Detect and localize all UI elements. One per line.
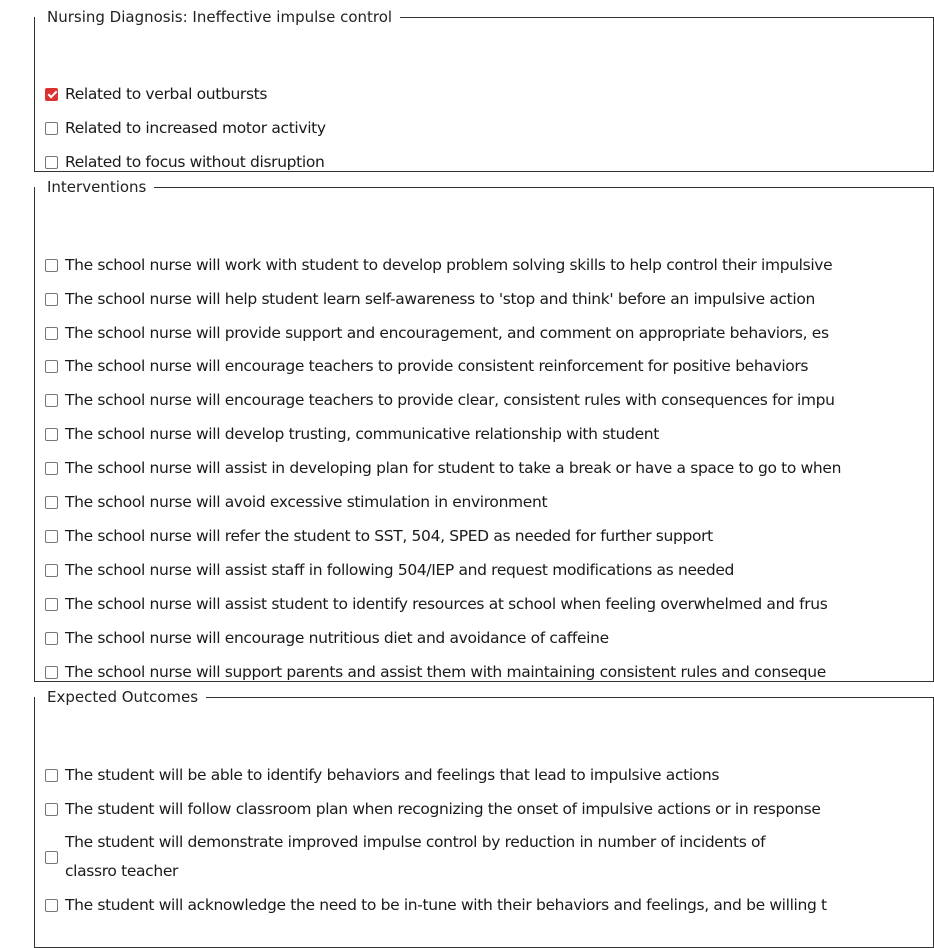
option-label: The student will acknowledge the need to be in-tune with their behaviors and feelings, and be willing t xyxy=(65,896,827,914)
intervention-item[interactable] xyxy=(45,560,734,580)
interventions-legend: Interventions xyxy=(47,178,147,196)
option-label: The school nurse will assist staff in following 504/IEP and request modifications as needed xyxy=(65,561,734,579)
option-label: The student will follow classroom plan when recognizing the onset of impulsive actions or in response xyxy=(65,800,821,818)
outcome-item[interactable] xyxy=(45,765,719,785)
option-label: The student will demonstrate improved impulse control by reduction in number of incidents of classro teacher xyxy=(65,833,766,880)
intervention-item[interactable] xyxy=(45,289,815,309)
checkbox[interactable] xyxy=(45,327,58,340)
option-label: The school nurse will encourage teachers to provide clear, consistent rules with consequences for impu xyxy=(65,391,835,409)
interventions-fieldset xyxy=(34,178,934,682)
option-label: The school nurse will avoid excessive stimulation in environment xyxy=(65,493,548,511)
outcome-item[interactable] xyxy=(45,828,790,886)
diagnosis-fieldset xyxy=(34,8,934,172)
outcomes-fieldset xyxy=(34,688,934,948)
checkbox[interactable] xyxy=(45,564,58,577)
option-label: The school nurse will provide support and encouragement, and comment on appropriate behaviors, es xyxy=(65,324,829,342)
checkbox[interactable] xyxy=(45,293,58,306)
intervention-item[interactable] xyxy=(45,628,609,648)
outcome-item[interactable] xyxy=(45,895,827,915)
checkbox[interactable] xyxy=(45,598,58,611)
checkbox[interactable] xyxy=(45,428,58,441)
intervention-item[interactable] xyxy=(45,594,827,614)
checkbox[interactable] xyxy=(45,462,58,475)
checkbox[interactable] xyxy=(45,496,58,509)
diagnosis-option-verbal-outbursts[interactable] xyxy=(45,84,267,104)
option-label: The school nurse will refer the student to SST, 504, SPED as needed for further support xyxy=(65,527,713,545)
option-label: The school nurse will help student learn self-awareness to 'stop and think' before an impulsive action xyxy=(65,290,815,308)
checkbox[interactable] xyxy=(45,803,58,816)
checkbox[interactable] xyxy=(45,156,58,169)
intervention-item[interactable] xyxy=(45,492,547,512)
intervention-item[interactable] xyxy=(45,255,832,275)
diagnosis-legend: Nursing Diagnosis: Ineffective impulse control xyxy=(47,8,393,26)
intervention-item[interactable] xyxy=(45,458,841,478)
intervention-item[interactable] xyxy=(45,323,829,343)
checkbox[interactable] xyxy=(45,899,58,912)
checkbox[interactable] xyxy=(45,632,58,645)
diagnosis-option-focus[interactable] xyxy=(45,152,324,172)
option-label: The school nurse will support parents and assist them with maintaining consistent rules and conseque xyxy=(65,663,826,681)
checkbox[interactable] xyxy=(45,769,58,782)
checkbox[interactable] xyxy=(45,394,58,407)
checkbox-checked[interactable] xyxy=(45,88,58,101)
outcome-item[interactable] xyxy=(45,799,821,819)
outcomes-legend: Expected Outcomes xyxy=(47,688,199,706)
intervention-item[interactable] xyxy=(45,390,835,410)
option-label: The school nurse will assist in developing plan for student to take a break or have a space to go to when xyxy=(65,459,842,477)
checkbox[interactable] xyxy=(45,666,58,679)
checkbox[interactable] xyxy=(45,122,58,135)
intervention-item[interactable] xyxy=(45,424,659,444)
option-label: Related to verbal outbursts xyxy=(65,85,268,103)
checkbox[interactable] xyxy=(45,360,58,373)
option-label: The school nurse will develop trusting, communicative relationship with student xyxy=(65,425,659,443)
checkbox[interactable] xyxy=(45,259,58,272)
option-label: The school nurse will assist student to identify resources at school when feeling overwhelmed and frus xyxy=(65,595,828,613)
intervention-item[interactable] xyxy=(45,526,713,546)
option-label: The school nurse will work with student to develop problem solving skills to help control their impulsive xyxy=(65,256,833,274)
option-label: The school nurse will encourage teachers to provide consistent reinforcement for positive behaviors xyxy=(65,357,809,375)
checkbox[interactable] xyxy=(45,851,58,864)
diagnosis-option-motor-activity[interactable] xyxy=(45,118,326,138)
checkbox[interactable] xyxy=(45,530,58,543)
intervention-item[interactable] xyxy=(45,356,808,376)
option-label: The school nurse will encourage nutritious diet and avoidance of caffeine xyxy=(65,629,609,647)
intervention-item[interactable] xyxy=(45,662,826,682)
option-label: Related to increased motor activity xyxy=(65,119,326,137)
option-label: The student will be able to identify behaviors and feelings that lead to impulsive actions xyxy=(65,766,720,784)
option-label: Related to focus without disruption xyxy=(65,153,325,171)
